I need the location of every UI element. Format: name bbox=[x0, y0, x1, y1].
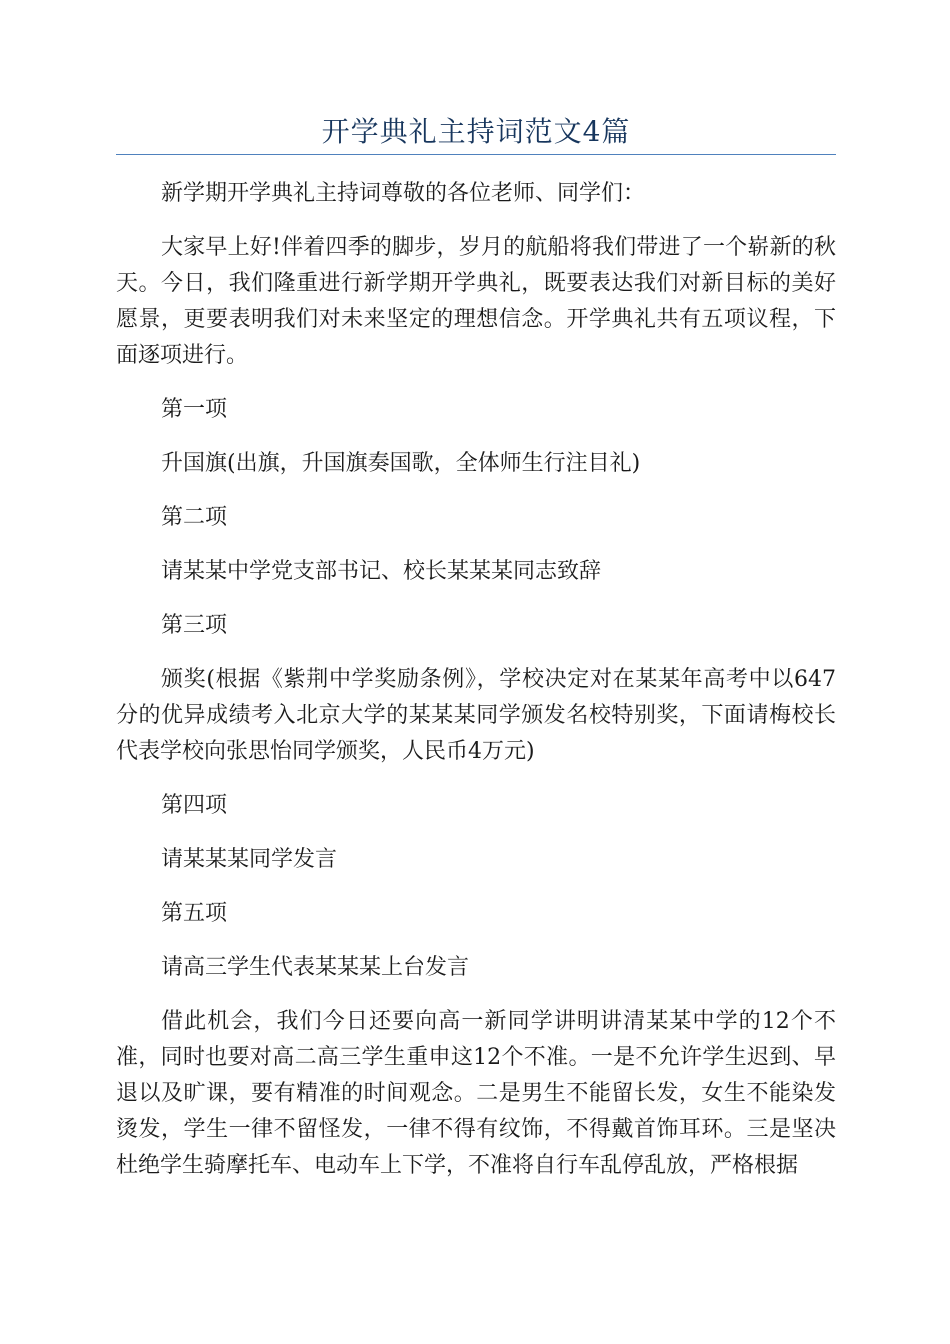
agenda-item-3-heading: 第三项 bbox=[161, 613, 228, 638]
paragraph-greeting: 新学期开学典礼主持词尊敬的各位老师、同学们： bbox=[161, 181, 646, 206]
agenda-item-2-heading: 第二项 bbox=[161, 505, 228, 530]
agenda-item-4-text: 请某某某同学发言 bbox=[161, 847, 338, 872]
agenda-item-2-text: 请某某中学党支部书记、校长某某某同志致辞 bbox=[161, 559, 602, 584]
title-underline bbox=[116, 154, 836, 155]
agenda-item-4-heading: 第四项 bbox=[161, 793, 228, 818]
paragraph-rules: 借此机会，我们今日还要向高一新同学讲明讲清某某中学的12个不准，同时也要对高二高三学生重申这12个不准。一是不允许学生迟到、早退以及旷课，要有精准的时间观念。二是男生不能留长发，女生不能染发烫发，学生一律不留怪发，一律不得有纹饰，不得戴首饰耳环。三是坚决杜绝学生骑摩托车、电动车上下学，不准将自行车乱停乱放，严格根据 bbox=[116, 1009, 836, 1178]
agenda-item-1-text: 升国旗(出旗，升国旗奏国歌，全体师生行注目礼) bbox=[161, 451, 641, 476]
agenda-item-5-text: 请高三学生代表某某某上台发言 bbox=[161, 955, 470, 980]
agenda-item-3-text: 颁奖(根据《紫荆中学奖励条例》，学校决定对在某某年高考中以647分的优异成绩考入北京大学的某某某同学颁发名校特别奖，下面请梅校长代表学校向张思怡同学颁奖，人民币4万元) bbox=[116, 667, 836, 764]
paragraph-intro: 大家早上好!伴着四季的脚步，岁月的航船将我们带进了一个崭新的秋天。今日，我们隆重进行新学期开学典礼，既要表达我们对新目标的美好愿景，更要表明我们对未来坚定的理想信念。开学典礼共有五项议程，下面逐项进行。 bbox=[116, 235, 836, 368]
agenda-item-1-heading: 第一项 bbox=[161, 397, 228, 422]
document-body bbox=[116, 176, 836, 1202]
agenda-item-5-heading: 第五项 bbox=[161, 901, 228, 926]
document-title: 开学典礼主持词范文4篇 bbox=[321, 115, 631, 148]
